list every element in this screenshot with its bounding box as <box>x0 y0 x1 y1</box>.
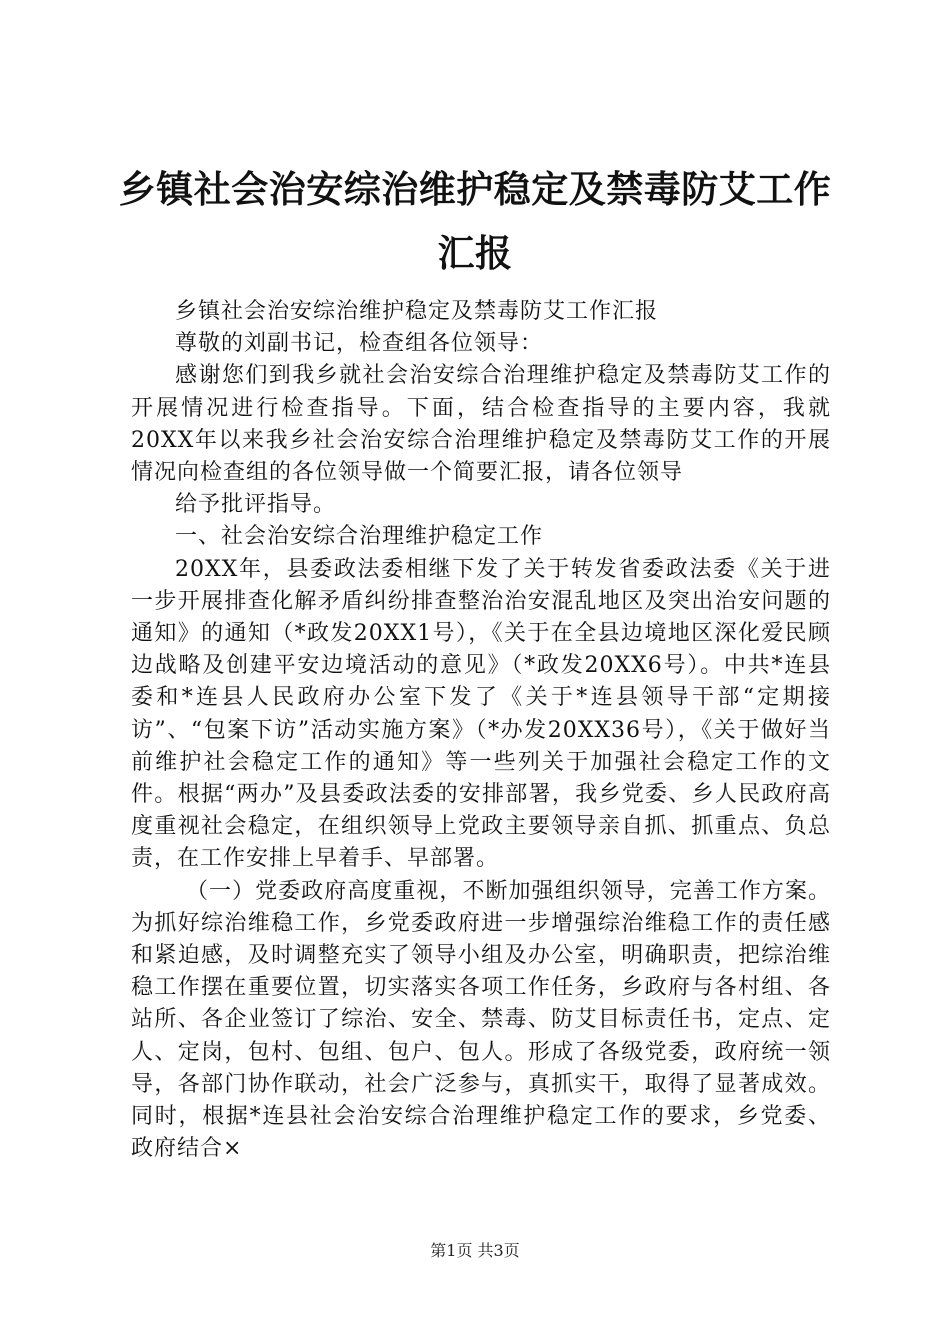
document-title: 乡镇社会治安综治维护稳定及禁毒防艾工作汇报 <box>118 168 832 275</box>
body-paragraph-subsection-1: （一）党委政府高度重视，不断加强组织领导，完善工作方案。为抓好综治维稳工作，乡党委政府进一步增强综治维稳工作的责任感和紧迫感，及时调整充实了领导小组及办公室，明确职责，把综治维稳工作摆在重要位置，切实落实各项工作任务，乡政府与各村组、各站所、各企业签订了综治、安全、禁毒、防艾目标责任书，定点、定人、定岗，包村、包组、包户、包人。形成了各级党委，政府统一领导，各部门协作联动，社会广泛参与，真抓实干，取得了显著成效。同时，根据*连县社会治安综合治理维护稳定工作的要求，乡党委、政府结合× <box>131 878 831 1162</box>
body-paragraph-heading: 乡镇社会治安综治维护稳定及禁毒防艾工作汇报 <box>175 299 659 324</box>
body-paragraph-salutation: 尊敬的刘副书记，检查组各位领导： <box>175 331 544 357</box>
document-body <box>131 296 831 1165</box>
body-paragraph-intro: 感谢您们到我乡就社会治安综合治理维护稳定及禁毒防艾工作的开展情况进行检查指导。下面，结合检查指导的主要内容，我就20XX年以来我乡社会治安综合治理维护稳定及禁毒防艾工作的开展情况向检查组的各位领导做一个简要汇报，请各位领导 <box>131 363 831 486</box>
body-paragraph-intro-cont: 给予批评指导。 <box>175 492 337 518</box>
section-heading-1: 一、社会治安综合治理维护稳定工作 <box>175 524 544 550</box>
page-number: 第1页 共3页 <box>430 1241 520 1260</box>
body-paragraph-section-1: 20XX年，县委政法委相继下发了关于转发省委政法委《关于进一步开展排查化解矛盾纠纷排查整治治安混乱地区及突出治安问题的通知》的通知（*政发20XX1号），《关于在全县边境地区深化爱民顾边战略及创建平安边境活动的意见》（*政发20XX6号）。中共*连县委和*连县人民政府办公室下发了《关于*连县领导干部“定期接访”、“包案下访”活动实施方案》（*办发20XX36号），《关于做好当前维护社会稳定工作的通知》等一些列关于加强社会稳定工作的文件。根据“两办”及县委政法委的安排部署，我乡党委、乡人民政府高度重视社会稳定，在组织领导上党政主要领导亲自抓、抓重点、负总责，在工作安排上早着手、早部署。 <box>131 556 831 872</box>
